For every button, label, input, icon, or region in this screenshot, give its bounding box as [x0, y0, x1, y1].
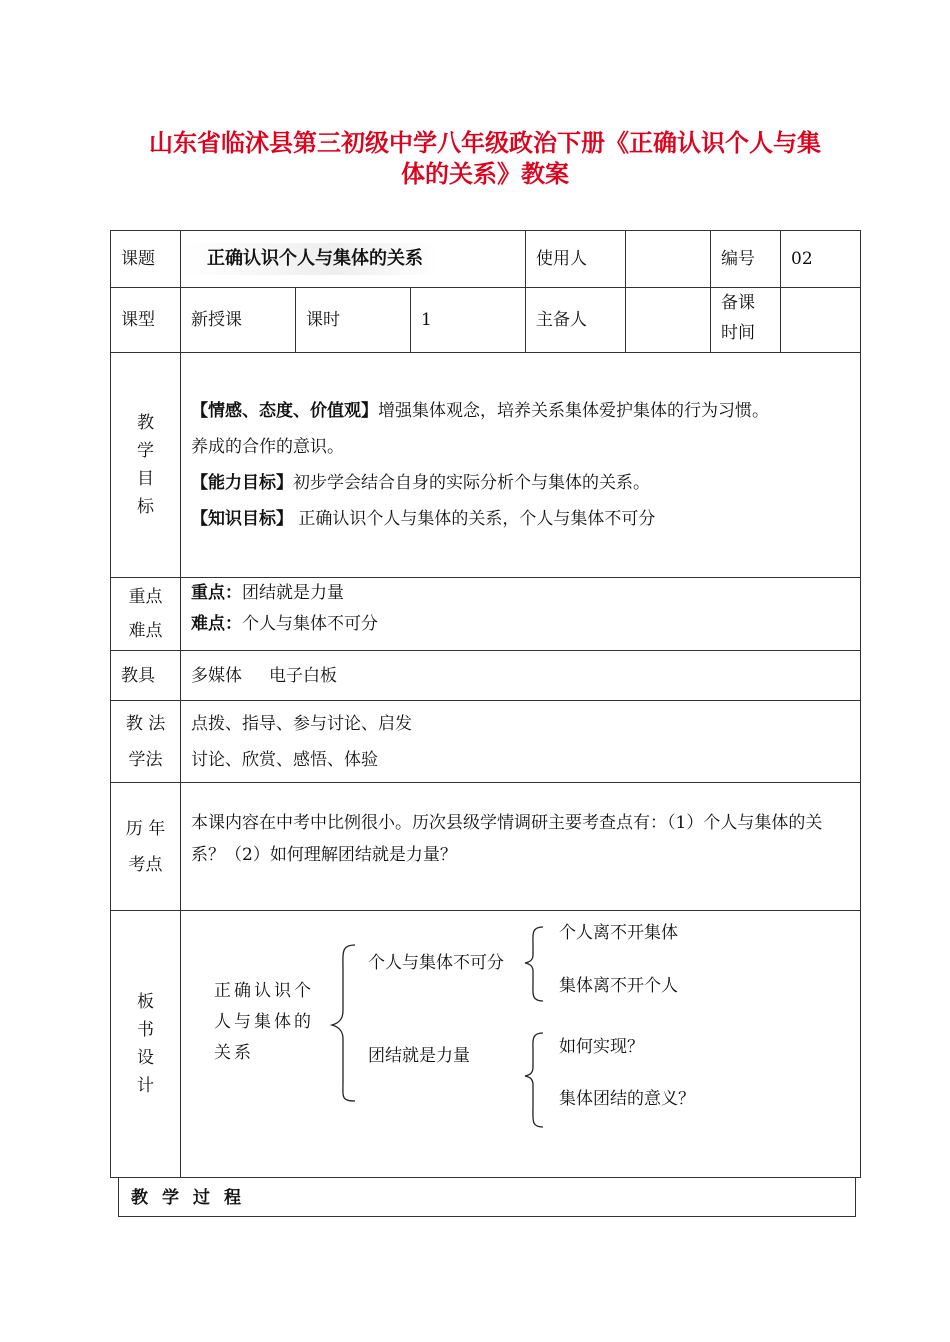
exam-label-1: 历 年 [125, 818, 166, 839]
methods-content [181, 701, 861, 783]
row-exam [111, 783, 861, 911]
number-label: 编号 [711, 231, 781, 288]
goals-label-char: 学 [137, 441, 154, 461]
ability-goal [191, 465, 850, 501]
keypoints-content [181, 578, 861, 651]
methods-line-2: 讨论、欣赏、感悟、体验 [191, 749, 378, 770]
difficult-text: 个人与集体不可分 [242, 614, 378, 634]
prep-time-value [781, 288, 861, 353]
keypoints-label-1: 重点 [128, 587, 163, 607]
prep-time-label-2: 时间 [721, 323, 755, 343]
exam-label [111, 783, 181, 911]
hours-label: 课时 [296, 288, 411, 353]
emotion-text: 增强集体观念，培养关系集体爱护集体的行为习惯。 [378, 401, 769, 421]
prep-time-label [711, 288, 781, 353]
methods-label [111, 701, 181, 783]
board-label-char: 计 [137, 1076, 154, 1096]
knowledge-text: 正确认识个人与集体的关系，个人与集体不可分 [293, 509, 656, 529]
row-keypoints [111, 578, 861, 651]
document-title [110, 128, 860, 190]
board-root-3: 关系 [214, 1043, 254, 1063]
difficult-point [191, 609, 850, 640]
methods-label-1: 教 法 [125, 713, 166, 734]
ability-tag: 【能力目标】 [191, 473, 293, 493]
emotion-text-2: 养成的合作的意识。 [191, 437, 344, 457]
exam-text: 本课内容在中考中比例很小。历次县级学情调研主要考查点有：（1）个人与集体的关系？（2）如何理解团结就是力量？ [191, 813, 823, 865]
board-label-char: 板 [137, 992, 154, 1012]
goals-label-char: 标 [137, 497, 154, 517]
key-text: 团结就是力量 [242, 583, 344, 603]
topic-label: 课题 [111, 231, 181, 288]
row-topic [111, 231, 861, 288]
row-tools [111, 651, 861, 701]
board-braces [181, 911, 859, 1177]
preparer-value [626, 288, 711, 353]
emotion-tag: 【情感、态度、价值观】 [191, 401, 378, 421]
keypoints-label [111, 578, 181, 651]
board-diagram [181, 911, 859, 1177]
type-label: 课型 [111, 288, 181, 353]
row-goals [111, 353, 861, 578]
hours-value: 1 [411, 288, 526, 353]
board-branch-2-a: 如何实现？ [559, 1037, 644, 1057]
branch-2-brace [525, 1033, 543, 1127]
key-point [191, 578, 850, 609]
board-branch-1: 个人与集体不可分 [368, 953, 504, 973]
lesson-plan-table [110, 230, 861, 1178]
emotion-goal [191, 393, 850, 429]
ability-text: 初步学会结合自身的实际分析个与集体的关系。 [293, 473, 650, 493]
exam-label-2: 考点 [128, 854, 163, 875]
board-label [111, 911, 181, 1178]
goals-content [181, 353, 861, 578]
board-design [181, 911, 861, 1178]
board-branch-1-b: 集体离不开个人 [559, 976, 678, 996]
branch-1-brace [525, 927, 543, 1001]
methods-label-2: 学法 [128, 749, 163, 770]
user-value [626, 231, 711, 288]
row-type [111, 288, 861, 353]
main-brace [332, 945, 355, 1101]
board-root-1: 正确认识个 [214, 981, 314, 1001]
board-branch-2-b: 集体团结的意义？ [559, 1089, 695, 1109]
exam-content [181, 783, 861, 911]
keypoints-label-2: 难点 [128, 621, 163, 641]
board-root-2: 人与集体的 [214, 1012, 314, 1032]
user-label: 使用人 [526, 231, 626, 288]
title-line-1: 山东省临沭县第三初级中学八年级政治下册《正确认识个人与集 [149, 129, 821, 157]
prep-time-label-1: 备课 [721, 293, 755, 313]
tools-value: 多媒体 电子白板 [181, 651, 861, 701]
knowledge-goal [191, 501, 850, 537]
preparer-label: 主备人 [526, 288, 626, 353]
goals-label [111, 353, 181, 578]
goals-label-char: 教 [137, 413, 154, 433]
difficult-tag: 难点： [191, 614, 242, 634]
board-branch-1-a: 个人离不开集体 [559, 923, 678, 943]
row-methods [111, 701, 861, 783]
number-value: 02 [781, 231, 861, 288]
type-value: 新授课 [181, 288, 296, 353]
key-tag: 重点： [191, 583, 242, 603]
goals-label-char: 目 [137, 469, 154, 489]
board-branch-2: 团结就是力量 [368, 1046, 470, 1066]
teaching-process-header: 教学过程 [118, 1177, 856, 1217]
topic-value: 正确认识个人与集体的关系 [183, 243, 437, 275]
board-label-char: 设 [137, 1048, 154, 1068]
row-board [111, 911, 861, 1178]
methods-line-1: 点拨、指导、参与讨论、启发 [191, 713, 412, 734]
tools-label: 教具 [111, 651, 181, 701]
title-line-2: 体的关系》教案 [401, 160, 569, 188]
knowledge-tag: 【知识目标】 [191, 509, 293, 529]
board-label-char: 书 [137, 1020, 154, 1040]
topic-cell [181, 231, 526, 288]
